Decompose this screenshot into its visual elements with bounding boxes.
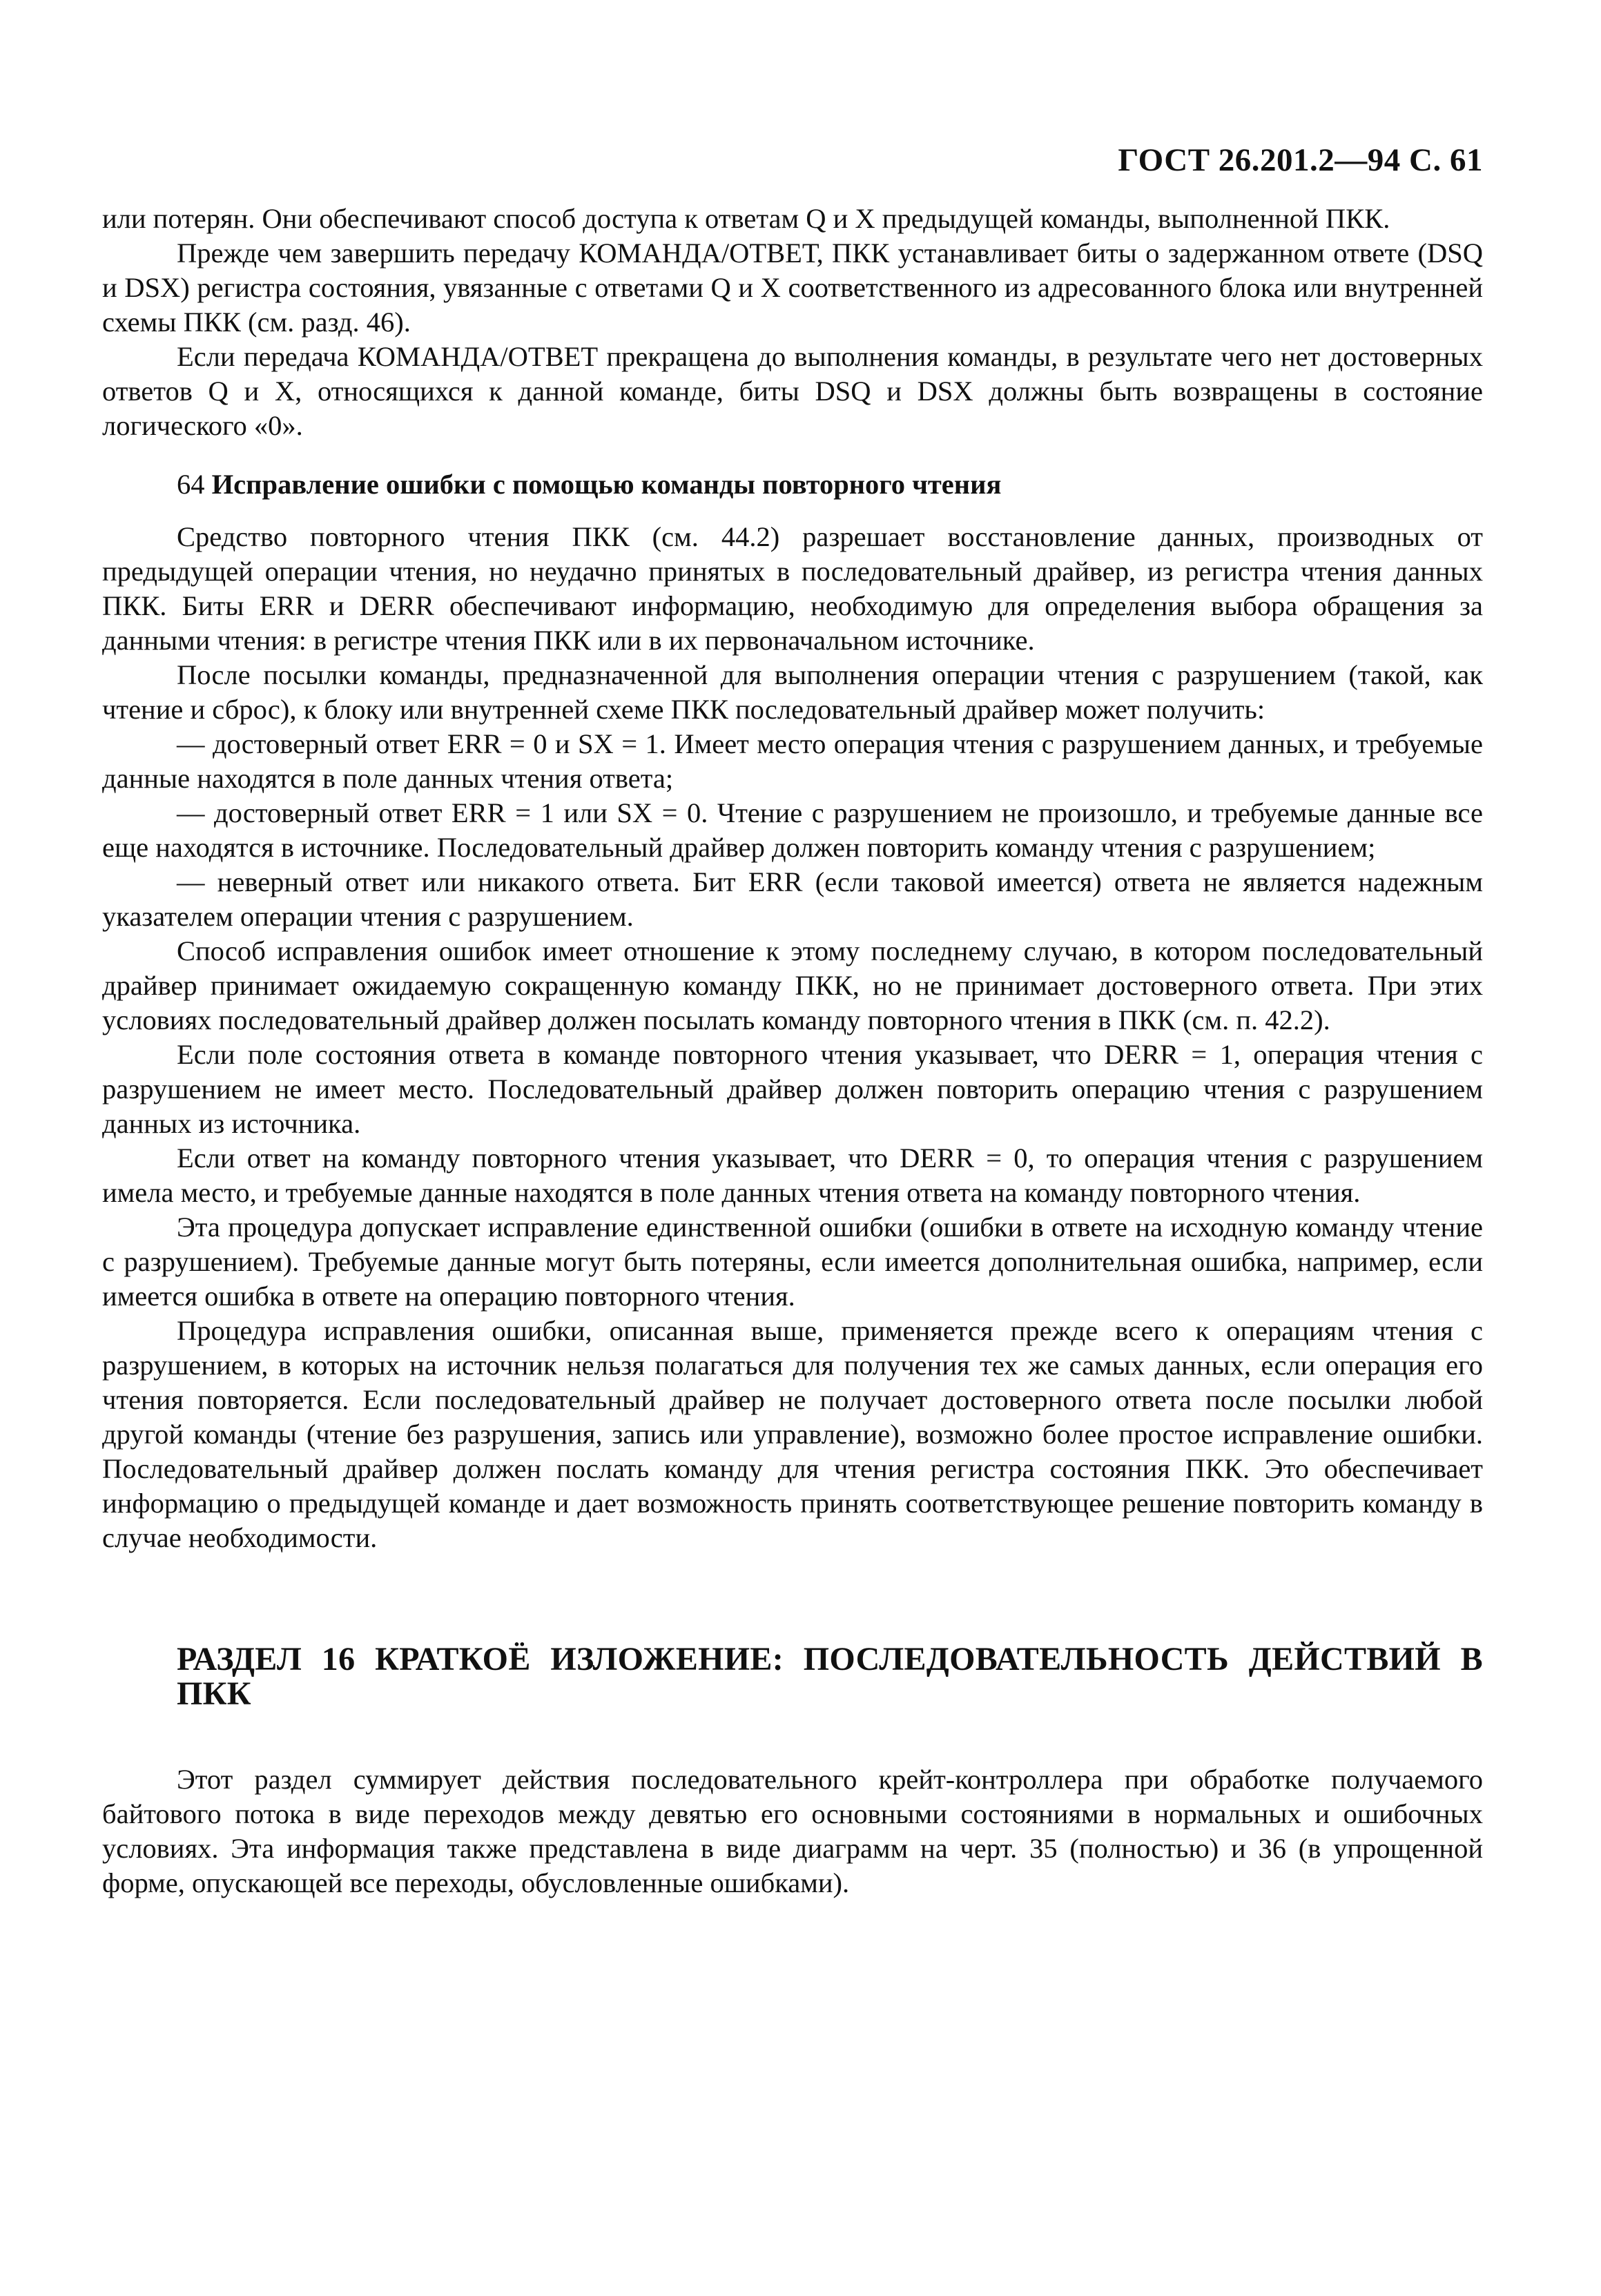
paragraph-transfer-aborted: Если передача КОМАНДА/ОТВЕТ прекращена до выполнения команды, в результате чего нет достоверных ответов Q и X, относящихся к данной команде, биты DSQ и DSX должны быть возвращены в состояние логического «0». (102, 341, 1483, 441)
paragraph-derr-1: Если поле состояния ответа в команде повторного чтения указывает, что DERR = 1, операция чтения с разрушением не имеет место. Последовательный драйвер должен повторить операцию чтения с разрушением данных из источника. (102, 1039, 1483, 1139)
paragraph-error-correction-method: Способ исправления ошибок имеет отношение к этому последнему случаю, в котором последовательный драйвер принимает ожидаемую сокращенную команду ПКК, но не принимает достоверного ответа. При этих условиях последовательный драйвер должен посылать команду повторного чтения в ПКК (см. п. 42.2). (102, 935, 1483, 1035)
list-item-valid-response-err0: — достоверный ответ ERR = 0 и SX = 1. Имеет место операция чтения с разрушением данных, и требуемые данные находятся в поле данных чтения ответа; (102, 728, 1483, 794)
list-item-invalid-response: — неверный ответ или никакого ответа. Бит ERR (если таковой имеется) ответа не является надежным указателем операции чтения с разрушением. (102, 866, 1483, 932)
paragraph-intro-continuation: или потерян. Они обеспечивают способ доступа к ответам Q и X предыдущей команды, выполненной ПКК. (102, 203, 1390, 234)
section-16-title: РАЗДЕЛ 16 КРАТКОЁ ИЗЛОЖЕНИЕ: ПОСЛЕДОВАТЕЛЬНОСТЬ ДЕЙСТВИЙ В ПКК (177, 1641, 1483, 1712)
paragraph-after-command: После посылки команды, предназначенной для выполнения операции чтения с разрушением (такой, как чтение и сброс), к блоку или внутренней схеме ПКК последовательный драйвер может получить: (102, 659, 1483, 725)
subsection-heading-64 (102, 467, 1483, 502)
subsection-number: 64 (177, 469, 205, 500)
document-body (102, 202, 1483, 1900)
document-page (102, 0, 1483, 2296)
paragraph-procedure-applies: Процедура исправления ошибки, описанная выше, применяется прежде всего к операциям чтения с разрушением, в которых на источник нельзя полагаться для получения тех же самых данных, если операция его чтения повторяется. Если последовательный драйвер не получает достоверного ответа после посылки любой другой команды (чтение без разрушения, запись или управление), возможно более простое исправление ошибки. Последовательный драйвер должен послать команду для чтения регистра состояния ПКК. Это обеспечивает информацию о предыдущей команде и дает возможность принять соответствующее решение повторить команду в случае необходимости. (102, 1315, 1483, 1553)
running-header: ГОСТ 26.201.2—94 С. 61 (1118, 142, 1483, 178)
paragraph-single-error: Эта процедура допускает исправление единственной ошибки (ошибки в ответе на исходную команду чтение с разрушением). Требуемые данные могут быть потеряны, если имеется дополнительная ошибка, например, если имеется ошибка в ответе на операцию повторного чтения. (102, 1212, 1483, 1312)
subsection-title: Исправление ошибки с помощью команды повторного чтения (211, 469, 1002, 500)
list-item-valid-response-err1: — достоверный ответ ERR = 1 или SX = 0. Чтение с разрушением не произошло, и требуемые данные все еще находятся в источнике. Последовательный драйвер должен повторить команду чтения с разрушением; (102, 797, 1483, 863)
paragraph-derr-0: Если ответ на команду повторного чтения указывает, что DERR = 0, то операция чтения с разрушением имела место, и требуемые данные находятся в поле данных чтения ответа на команду повторного чтения. (102, 1142, 1483, 1208)
paragraph-delayed-response-bits: Прежде чем завершить передачу КОМАНДА/ОТВЕТ, ПКК устанавливает биты о задержанном ответе (DSQ и DSX) регистра состояния, увязанные с ответами Q и X соответственного из адресованного блока или внутренней схемы ПКК (см. разд. 46). (102, 237, 1483, 338)
paragraph-section-16-summary: Этот раздел суммирует действия последовательного крейт-контроллера при обработке получаемого байтового потока в виде переходов между девятью его основными состояниями в нормальных и ошибочных условиях. Эта информация также представлена в виде диаграмм на черт. 35 (полностью) и 36 (в упрощенной форме, опускающей все переходы, обусловленные ошибками). (102, 1764, 1483, 1898)
paragraph-reread-facility: Средство повторного чтения ПКК (см. 44.2) разрешает восстановление данных, производных от предыдущей операции чтения, но неудачно принятых в последовательный драйвер, из регистра чтения данных ПКК. Биты ERR и DERR обеспечивают информацию, необходимую для определения выбора обращения за данными чтения: в регистре чтения ПКК или в их первоначальном источнике. (102, 521, 1483, 656)
